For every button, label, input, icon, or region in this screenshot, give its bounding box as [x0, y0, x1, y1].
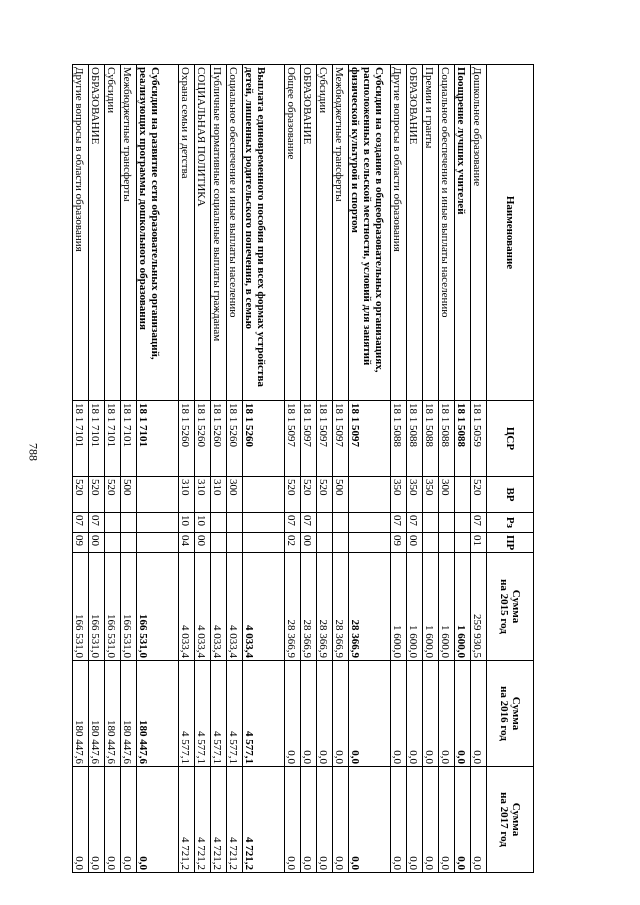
cell-vr: 500: [121, 477, 137, 513]
cell-csr: 18 1 7101: [121, 401, 137, 477]
table-row: [455, 65, 471, 873]
table-row: [301, 65, 317, 873]
cell-name: Охрана семьи и детства: [179, 65, 195, 401]
table-row: [349, 65, 391, 873]
cell-rz: [105, 513, 121, 533]
cell-rz: [439, 513, 455, 533]
cell-name: ОБРАЗОВАНИЕ: [89, 65, 105, 401]
table-row: [391, 65, 407, 873]
cell-rz: 07: [391, 513, 407, 533]
cell-sum-2017: 0,0: [121, 767, 137, 873]
cell-sum-2017: 0,0: [439, 767, 455, 873]
cell-csr: 18 1 5088: [455, 401, 471, 477]
cell-vr: 520: [285, 477, 301, 513]
table-row: [333, 65, 349, 873]
header-sum-2016: Сумма на 2016 год: [487, 661, 534, 767]
table-row: [121, 65, 137, 873]
budget-table-container: [73, 64, 534, 872]
table-row: [89, 65, 105, 873]
cell-rz: 07: [285, 513, 301, 533]
cell-csr: 18 1 5097: [301, 401, 317, 477]
cell-pr: 02: [285, 533, 301, 553]
cell-name: Межбюджетные трансферты: [121, 65, 137, 401]
cell-vr: 310: [195, 477, 211, 513]
cell-name: Дошкольное образование: [471, 65, 487, 401]
cell-sum-2017: 4 721,2: [211, 767, 227, 873]
cell-sum-2016: 0,0: [391, 661, 407, 767]
page-number: 788: [26, 443, 41, 461]
cell-pr: 00: [301, 533, 317, 553]
cell-pr: 01: [471, 533, 487, 553]
cell-rz: [349, 513, 391, 533]
cell-pr: 09: [73, 533, 89, 553]
cell-sum-2015: 166 531,0: [73, 553, 89, 661]
cell-name: Социальное обеспечение и иные выплаты населению: [439, 65, 455, 401]
cell-pr: [317, 533, 333, 553]
cell-csr: 18 1 5059: [471, 401, 487, 477]
cell-sum-2016: 180 447,6: [89, 661, 105, 767]
cell-sum-2016: 4 577,1: [211, 661, 227, 767]
cell-name: Субсидии на создание в общеобразовательных организациях, расположенных в сельской местности, условий для занятий физической культурой и спортом: [349, 65, 391, 401]
cell-sum-2017: 4 721,2: [243, 767, 285, 873]
cell-rz: 10: [195, 513, 211, 533]
cell-pr: [227, 533, 243, 553]
rotated-page-area: [73, 64, 534, 872]
cell-sum-2015: 28 366,9: [285, 553, 301, 661]
cell-rz: 07: [407, 513, 423, 533]
header-name: Наименование: [487, 65, 534, 401]
cell-vr: 520: [89, 477, 105, 513]
cell-sum-2017: 0,0: [333, 767, 349, 873]
cell-name: СОЦИАЛЬНАЯ ПОЛИТИКА: [195, 65, 211, 401]
cell-sum-2015: 28 366,9: [333, 553, 349, 661]
header-csr: ЦСР: [487, 401, 534, 477]
table-row: [195, 65, 211, 873]
cell-vr: 300: [227, 477, 243, 513]
header-sum-2015: Сумма на 2015 год: [487, 553, 534, 661]
cell-pr: [423, 533, 439, 553]
cell-sum-2015: 28 366,9: [317, 553, 333, 661]
table-row: [73, 65, 89, 873]
cell-sum-2015: 166 531,0: [89, 553, 105, 661]
cell-csr: 18 1 5260: [179, 401, 195, 477]
cell-csr: 18 1 7101: [73, 401, 89, 477]
cell-vr: 350: [423, 477, 439, 513]
cell-rz: 07: [471, 513, 487, 533]
cell-sum-2017: 0,0: [391, 767, 407, 873]
cell-sum-2016: 0,0: [455, 661, 471, 767]
cell-sum-2015: 28 366,9: [301, 553, 317, 661]
cell-pr: 00: [407, 533, 423, 553]
header-rz: Рз: [487, 513, 534, 533]
cell-pr: [105, 533, 121, 553]
cell-name: Социальное обеспечение и иные выплаты населению: [227, 65, 243, 401]
cell-sum-2015: 4 033,4: [195, 553, 211, 661]
cell-rz: [211, 513, 227, 533]
table-row: [227, 65, 243, 873]
cell-sum-2015: 259 930,5: [471, 553, 487, 661]
cell-sum-2016: 0,0: [301, 661, 317, 767]
cell-csr: 18 1 5088: [423, 401, 439, 477]
cell-pr: 09: [391, 533, 407, 553]
cell-csr: 18 1 5097: [333, 401, 349, 477]
cell-rz: 07: [89, 513, 105, 533]
cell-csr: 18 1 5088: [439, 401, 455, 477]
cell-name: Субсидии: [105, 65, 121, 401]
cell-sum-2015: 28 366,9: [349, 553, 391, 661]
cell-rz: 07: [301, 513, 317, 533]
cell-csr: 18 1 5260: [195, 401, 211, 477]
cell-sum-2017: 4 721,2: [179, 767, 195, 873]
cell-pr: [455, 533, 471, 553]
cell-rz: [317, 513, 333, 533]
cell-vr: 520: [73, 477, 89, 513]
table-header-row: [487, 65, 534, 873]
cell-name: Премии и гранты: [423, 65, 439, 401]
cell-sum-2015: 1 600,0: [407, 553, 423, 661]
cell-csr: 18 1 5088: [407, 401, 423, 477]
cell-vr: 310: [179, 477, 195, 513]
table-row: [179, 65, 195, 873]
cell-name: Субсидии: [317, 65, 333, 401]
cell-vr: 520: [301, 477, 317, 513]
cell-sum-2017: 0,0: [137, 767, 179, 873]
table-row: [423, 65, 439, 873]
cell-vr: 350: [391, 477, 407, 513]
cell-pr: [349, 533, 391, 553]
cell-rz: [423, 513, 439, 533]
cell-name: ОБРАЗОВАНИЕ: [407, 65, 423, 401]
cell-csr: 18 1 5097: [285, 401, 301, 477]
cell-sum-2017: 0,0: [349, 767, 391, 873]
cell-sum-2016: 0,0: [423, 661, 439, 767]
cell-name: Публичные нормативные социальные выплаты гражданам: [211, 65, 227, 401]
cell-pr: 04: [179, 533, 195, 553]
cell-sum-2017: 0,0: [471, 767, 487, 873]
cell-sum-2016: 0,0: [285, 661, 301, 767]
cell-sum-2017: 0,0: [105, 767, 121, 873]
cell-name: ОБРАЗОВАНИЕ: [301, 65, 317, 401]
cell-sum-2016: 0,0: [317, 661, 333, 767]
table-body: [73, 65, 487, 873]
cell-vr: [137, 477, 179, 513]
table-row: [439, 65, 455, 873]
cell-vr: 520: [471, 477, 487, 513]
cell-csr: 18 1 7101: [89, 401, 105, 477]
cell-pr: [439, 533, 455, 553]
cell-sum-2016: 0,0: [471, 661, 487, 767]
cell-rz: [137, 513, 179, 533]
cell-rz: 07: [73, 513, 89, 533]
cell-pr: [211, 533, 227, 553]
cell-sum-2017: 0,0: [455, 767, 471, 873]
table-row: [243, 65, 285, 873]
cell-sum-2017: 0,0: [423, 767, 439, 873]
cell-rz: [333, 513, 349, 533]
cell-sum-2017: 0,0: [285, 767, 301, 873]
cell-sum-2016: 0,0: [407, 661, 423, 767]
table-row: [105, 65, 121, 873]
cell-sum-2015: 4 033,4: [211, 553, 227, 661]
header-pr: ПР: [487, 533, 534, 553]
cell-vr: 310: [211, 477, 227, 513]
cell-sum-2016: 180 447,6: [137, 661, 179, 767]
cell-vr: 500: [333, 477, 349, 513]
cell-pr: 00: [89, 533, 105, 553]
cell-sum-2017: 4 721,2: [227, 767, 243, 873]
cell-vr: 520: [105, 477, 121, 513]
cell-sum-2015: 4 033,4: [179, 553, 195, 661]
cell-rz: [121, 513, 137, 533]
table-row: [137, 65, 179, 873]
cell-sum-2015: 4 033,4: [227, 553, 243, 661]
table-row: [317, 65, 333, 873]
cell-sum-2016: 180 447,6: [121, 661, 137, 767]
cell-vr: [455, 477, 471, 513]
cell-rz: 10: [179, 513, 195, 533]
cell-sum-2016: 4 577,1: [195, 661, 211, 767]
cell-csr: 18 1 5260: [227, 401, 243, 477]
cell-name: Межбюджетные трансферты: [333, 65, 349, 401]
budget-table: [72, 64, 534, 873]
cell-sum-2015: 166 531,0: [137, 553, 179, 661]
cell-sum-2017: 0,0: [301, 767, 317, 873]
cell-sum-2017: 0,0: [89, 767, 105, 873]
cell-sum-2016: 0,0: [439, 661, 455, 767]
cell-rz: [455, 513, 471, 533]
cell-rz: [243, 513, 285, 533]
cell-sum-2016: 4 577,1: [243, 661, 285, 767]
table-row: [211, 65, 227, 873]
cell-pr: [121, 533, 137, 553]
cell-pr: [333, 533, 349, 553]
cell-csr: 18 1 5260: [211, 401, 227, 477]
cell-sum-2015: 166 531,0: [121, 553, 137, 661]
cell-sum-2016: 0,0: [333, 661, 349, 767]
cell-name: Общее образование: [285, 65, 301, 401]
cell-sum-2017: 4 721,2: [195, 767, 211, 873]
cell-csr: 18 1 7101: [105, 401, 121, 477]
cell-vr: 520: [317, 477, 333, 513]
cell-sum-2016: 4 577,1: [227, 661, 243, 767]
table-row: [407, 65, 423, 873]
cell-sum-2017: 0,0: [407, 767, 423, 873]
cell-vr: [243, 477, 285, 513]
cell-sum-2015: 1 600,0: [455, 553, 471, 661]
header-sum-2017: Сумма на 2017 год: [487, 767, 534, 873]
cell-name: Поощрение лучших учителей: [455, 65, 471, 401]
cell-sum-2015: 4 033,4: [243, 553, 285, 661]
cell-csr: 18 1 7101: [137, 401, 179, 477]
table-row: [471, 65, 487, 873]
cell-csr: 18 1 5088: [391, 401, 407, 477]
cell-vr: 300: [439, 477, 455, 513]
cell-csr: 18 1 5097: [349, 401, 391, 477]
cell-name: Другие вопросы в области образования: [73, 65, 89, 401]
cell-pr: 00: [195, 533, 211, 553]
cell-sum-2015: 1 600,0: [423, 553, 439, 661]
cell-rz: [227, 513, 243, 533]
cell-sum-2015: 1 600,0: [439, 553, 455, 661]
cell-pr: [137, 533, 179, 553]
cell-sum-2015: 166 531,0: [105, 553, 121, 661]
cell-csr: 18 1 5097: [317, 401, 333, 477]
cell-name: Субсидии на развитие сети образовательных организаций, реализующих программы дошкольного образования: [137, 65, 179, 401]
cell-vr: 350: [407, 477, 423, 513]
header-vr: ВР: [487, 477, 534, 513]
cell-csr: 18 1 5260: [243, 401, 285, 477]
cell-sum-2016: 4 577,1: [179, 661, 195, 767]
cell-pr: [243, 533, 285, 553]
cell-vr: [349, 477, 391, 513]
cell-sum-2017: 0,0: [73, 767, 89, 873]
cell-sum-2015: 1 600,0: [391, 553, 407, 661]
cell-sum-2016: 180 447,6: [73, 661, 89, 767]
cell-name: Выплата единовременного пособия при всех формах устройства детей, лишенных родительского попечения, в семью: [243, 65, 285, 401]
cell-name: Другие вопросы в области образования: [391, 65, 407, 401]
table-row: [285, 65, 301, 873]
cell-sum-2017: 0,0: [317, 767, 333, 873]
cell-sum-2016: 180 447,6: [105, 661, 121, 767]
cell-sum-2016: 0,0: [349, 661, 391, 767]
